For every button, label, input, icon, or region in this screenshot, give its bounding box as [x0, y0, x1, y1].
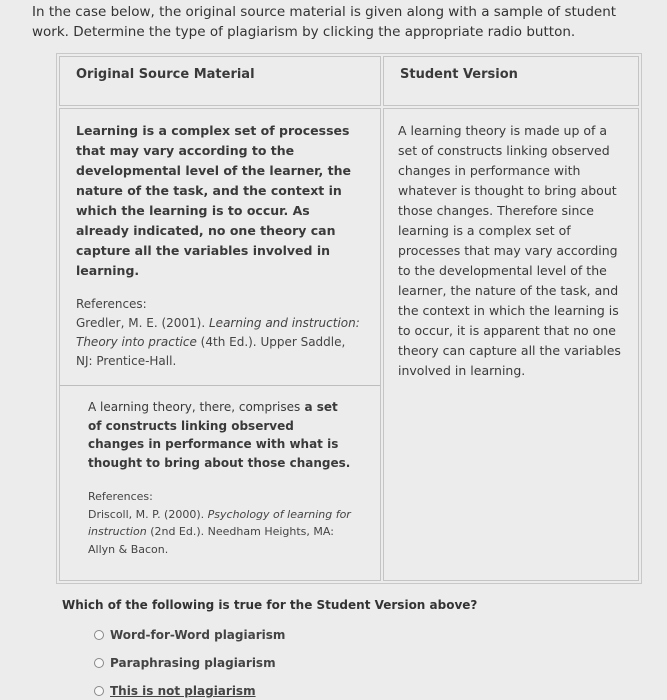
reference-title: Learning and instruction: Theory into practice — [76, 316, 360, 349]
option-label: Word-for-Word plagiarism — [110, 628, 286, 642]
header-original-source: Original Source Material — [59, 56, 381, 106]
reference-publisher: (4th Ed.). Upper Saddle, NJ: Prentice-Hall. — [76, 335, 346, 368]
option-word-for-word[interactable] — [94, 628, 285, 642]
radio-button[interactable] — [94, 658, 104, 668]
option-not-plagiarism[interactable] — [94, 684, 256, 698]
reference-author: Driscoll, M. P. (2000). — [88, 507, 205, 521]
radio-button[interactable] — [94, 686, 104, 696]
original-source-2 — [76, 386, 364, 558]
header-student-version: Student Version — [383, 56, 639, 106]
question-text: Which of the following is true for the Student Version above? — [62, 598, 478, 612]
original-source-cell — [59, 108, 381, 581]
reference-label: References: — [76, 297, 147, 311]
option-label: Paraphrasing plagiarism — [110, 656, 276, 670]
original-text-1: Learning is a complex set of processes that may vary according to the developmental level of the learner, the nature of the task, and the context in which the learning is to occur. As already indicated, no one theory can capture all the variables involved in learning. — [76, 123, 351, 278]
option-paraphrasing[interactable] — [94, 656, 276, 670]
option-label: This is not plagiarism — [110, 684, 256, 698]
radio-button[interactable] — [94, 630, 104, 640]
reference-1 — [76, 295, 364, 371]
original-text-2-lead: A learning theory, there, comprises — [88, 400, 301, 414]
instructions-text: In the case below, the original source material is given along with a sample of student work. Determine the type of plagiarism by clicking the appropriate radio button. — [32, 4, 617, 40]
original-text-2-rest: a set of constructs linking observed changes in performance with what is thought to bring about those changes. — [88, 400, 351, 470]
reference-author: Gredler, M. E. (2001). — [76, 316, 206, 330]
reference-publisher: (2nd Ed.). Needham Heights, MA: Allyn & Bacon. — [88, 525, 334, 556]
reference-2 — [88, 488, 352, 558]
reference-title: Psychology of learning for instruction — [88, 507, 351, 538]
source-comparison-table — [56, 53, 642, 584]
student-version-cell: A learning theory is made up of a set of constructs linking observed changes in performance with whatever is thought to bring about those changes. Therefore since learning is a complex set of processes that may vary according to the developmental level of the learner, the nature of the task, and the context in which the learning is to occur, it is apparent that no one theory can capture all the variables involved in learning. — [383, 108, 639, 581]
reference-label: References: — [88, 490, 153, 503]
